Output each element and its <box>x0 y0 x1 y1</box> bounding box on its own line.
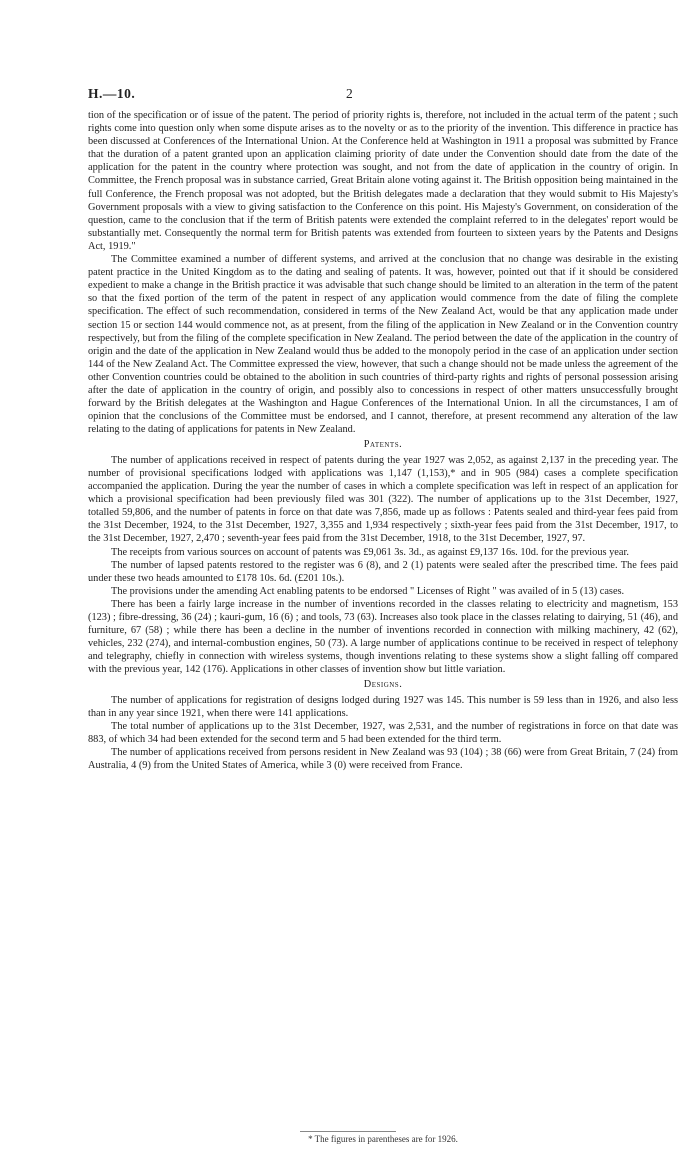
section-heading-designs: Designs. <box>363 679 403 691</box>
footnote: * The figures in parentheses are for 1926. <box>308 1134 458 1144</box>
body-paragraph: The number of applications received in respect of patents during the year 1927 was 2,052, as against 2,137 in the preceding year. The number of provisional specifications lodged with applications was 1,147 (1,153),* and in 905 (984) cases a complete specification accompanied the application. During the year the number of cases in which a complete specification was left in respect of an application for which a provisional specification had been previously filed was 301 (322). The number of applications up to the 31st December, 1927, totalled 59,806, and the number of patents in force on that date was 7,856, made up as follows : Patents sealed and third-year fees paid from the 31st December, 1924, to the 31st December, 1927, 3,355 and 1,934 respectively ; sixth-year fees paid from the 31st December, 1917, to the 31st December, 1927, 2,470 ; seventh-year fees paid from the 31st December, 1918, to the 31st December, 1927, 97. <box>88 454 678 545</box>
body-paragraph: The Committee examined a number of different systems, and arrived at the conclusion that no change was desirable in the existing patent practice in the United Kingdom as to the dating and sealing of patents. It was, however, pointed out that if it should be considered expedient to make a change in the British practice it was advisable that such change should be limited to an alteration in the term of the patent so that the fixed portion of the term of the patent in respect of any application would commence from the date of filing the complete specification. The effect of such recommendation, considered in terms of the New Zealand Act, would be that any application made under section 15 or section 144 would commence not, as at present, from the filing of the application in New Zealand or in the Convention country respectively, but from the filing of the complete specification in New Zealand. The period between the date of the application in the country of origin and the date of the application in New Zealand would thus be added to the monopoly period in the case of an application under section 144 of the New Zealand Act. The Committee expressed the view, however, that such a change should not be made unless the agreement of the other Convention countries could be obtained to the abolition in such countries of third-party rights and rights of personal possession arising after the date of application in the country of origin, and possibly also to concessions in respect of other matters unsuccessfully brought forward by the British delegates at the Washington and Hague Conferences of the International Union. In all the circumstances, I am of opinion that the conclusions of the Committee must be endorsed, and I cannot, therefore, at present recommend any alteration of the law relating to the dating of applications for patents in New Zealand. <box>88 254 678 436</box>
footnote-divider <box>300 1131 396 1132</box>
body-paragraph: The provisions under the amending Act enabling patents to be endorsed " Licenses of Right " was availed of in 5 (13) cases. <box>111 585 625 597</box>
document-body <box>88 109 678 773</box>
page-header <box>88 86 678 104</box>
section-heading-patents: Patents. <box>363 439 403 451</box>
report-reference: H.—10. <box>88 86 136 101</box>
body-paragraph: The number of applications for registration of designs lodged during 1927 was 145. This number is 59 less than in 1926, and also less than in any year since 1921, when there were 141 applications. <box>88 694 678 720</box>
page-number: 2 <box>346 86 353 101</box>
body-paragraph: The number of applications received from persons resident in New Zealand was 93 (104) ; 38 (66) were from Great Britain, 7 (24) from Australia, 4 (9) from the United States of America, while 3 (0) were received from France. <box>88 747 678 772</box>
body-paragraph: The total number of applications up to the 31st December, 1927, was 2,531, and the number of registrations in force on that date was 883, of which 34 had been extended for the second term and 5 had been extended for the third term. <box>88 721 678 746</box>
body-paragraph: The receipts from various sources on account of patents was £9,061 3s. 3d., as against £9,137 16s. 10d. for the previous year. <box>111 546 629 558</box>
body-paragraph: There has been a fairly large increase in the number of inventions recorded in the classes relating to electricity and magnetism, 153 (123) ; fibre-dressing, 36 (24) ; kauri-gum, 16 (6) ; and tools, 73 (63). Increases also took place in the classes relating to dairying, 51 (46), and furniture, 67 (58) ; while there has been a decline in the number of inventions recorded in connection with milking machinery, 42 (62), vehicles, 232 (274), and internal-combustion engines, 50 (73). A large number of applications continue to be received in respect of telephony and telegraphy, chiefly in connection with wireless systems, though inventions relating to these systems show a slight falling off compared with the previous year, 142 (176). Applications in other classes of invention show but little variation. <box>88 598 678 676</box>
body-paragraph: tion of the specification or of issue of the patent. The period of priority rights is, therefore, not included in the actual term of the patent ; such rights come into question only when some dispute arises as to the novelty or as to the priority of the invention. This difference in practice has been discussed at Conferences of the International Union. At the Conference held at Washington in 1911 a proposal was submitted by France that the duration of a patent granted upon an application claiming priority of date under the Convention should date from the date of the application for the patent in the country where protection was sought, and not from the date of application in the country of origin. In Committee, the French proposal was in substance carried, Great Britain alone voting against it. The British opposition being maintained in the full Conference, the French proposal was not adopted, but the British delegates made a declaration that they would submit to His Majesty's Government proposals with a view to giving satisfaction to the Conference on this point. His Majesty's Government, on consideration of the question, came to the conclusion that if the term of British patents were extended the complaint referred to in the delegates' report would be substantially met. Consequently the normal term for British patents was extended from fourteen to sixteen years by the Patents and Designs Act, 1919." <box>88 110 678 252</box>
body-paragraph: The number of lapsed patents restored to the register was 6 (8), and 2 (1) patents were sealed after the prescribed time. The fees paid under these two heads amounted to £178 10s. 6d. (£201 10s.). <box>88 559 678 584</box>
